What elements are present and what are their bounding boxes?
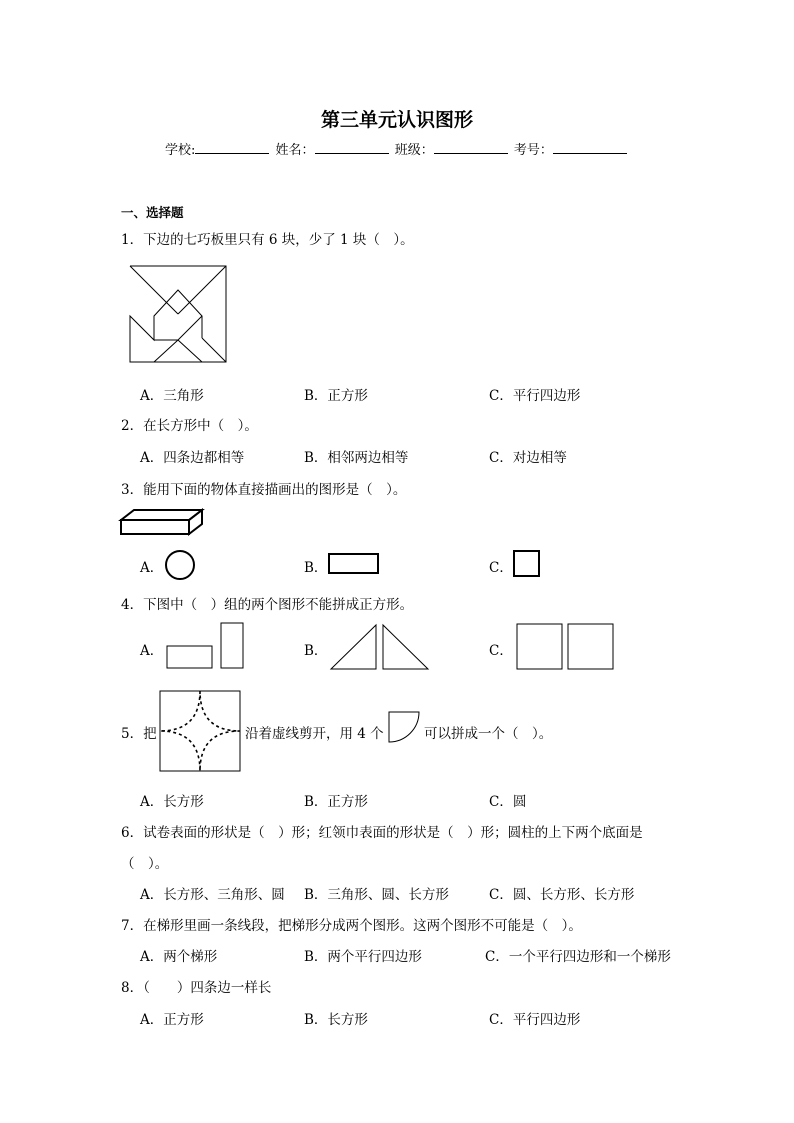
q5-option-a[interactable]: A．长方形 (140, 794, 204, 810)
square-with-dashed-star-figure (159, 690, 243, 774)
q7-option-c[interactable]: C．一个平行四边形和一个梯形 (485, 949, 671, 965)
question-2-stem: 2．在长方形中（ ）。 (121, 418, 258, 434)
q3-option-c[interactable]: C． (489, 560, 513, 576)
question-7-stem: 7．在梯形里画一条线段，把梯形分成两个图形。这两个图形不可能是（ ）。 (121, 918, 582, 934)
q4-option-c[interactable]: C． (489, 643, 513, 659)
q2-option-a[interactable]: A．四条边都相等 (140, 450, 245, 466)
page-title: 第三单元认识图形 (320, 109, 473, 131)
question-5-stem-middle: 沿着虚线剪开，用 4 个 (245, 726, 384, 742)
q5-option-b[interactable]: B．正方形 (304, 794, 368, 810)
q2-option-c[interactable]: C．对边相等 (489, 450, 567, 466)
q1-option-a[interactable]: A．三角形 (140, 388, 204, 404)
q1-option-c[interactable]: C．平行四边形 (489, 388, 581, 404)
question-5-stem-prefix: 5．把 (121, 726, 157, 742)
number-label: 考号： (513, 143, 553, 158)
question-4-stem: 4．下图中（ ）组的两个图形不能拼成正方形。 (121, 597, 414, 613)
question-8-stem: 8．（ ）四条边一样长 (121, 980, 272, 996)
q7-option-a[interactable]: A．两个梯形 (140, 949, 218, 965)
quarter-circle-piece-figure (388, 711, 422, 745)
question-6-stem-line1: 6．试卷表面的形状是（ ）形；红领巾表面的形状是（ ）形；圆柱的上下两个底面是 (121, 825, 643, 841)
question-6-stem-line2: （ ）。 (121, 856, 169, 872)
question-3-stem: 3．能用下面的物体直接描画出的图形是（ ）。 (121, 482, 407, 498)
q4-option-b[interactable]: B． (304, 643, 328, 659)
tangram-figure (130, 266, 228, 364)
q5-option-c[interactable]: C．圆 (489, 794, 527, 810)
rectangle-option-shape (328, 553, 380, 575)
q4-triangles-figure (330, 624, 430, 670)
q6-option-c[interactable]: C．圆、长方形、长方形 (489, 887, 635, 903)
q4-option-a[interactable]: A． (140, 643, 164, 659)
question-1-stem: 1．下边的七巧板里只有 6 块，少了 1 块（ ）。 (121, 232, 414, 248)
section-title: 一、选择题 (121, 205, 184, 220)
name-label: 姓名： (275, 143, 315, 158)
name-blank[interactable] (315, 141, 389, 154)
q8-option-b[interactable]: B．长方形 (304, 1012, 368, 1028)
q7-option-b[interactable]: B．两个平行四边形 (304, 949, 422, 965)
q4-squares-figure (516, 623, 616, 671)
q3-option-b[interactable]: B． (304, 560, 328, 576)
school-label: 学校: (165, 143, 196, 158)
circle-option-shape (164, 549, 196, 581)
cuboid-figure (120, 508, 204, 536)
q1-option-b[interactable]: B．正方形 (304, 388, 368, 404)
q2-option-b[interactable]: B．相邻两边相等 (304, 450, 409, 466)
question-5-stem-suffix: 可以拼成一个（ ）。 (424, 726, 553, 742)
class-blank[interactable] (434, 141, 508, 154)
square-option-shape (513, 550, 541, 578)
q6-option-b[interactable]: B．三角形、圆、长方形 (304, 887, 449, 903)
q3-option-a[interactable]: A． (140, 560, 164, 576)
number-blank[interactable] (553, 141, 627, 154)
q8-option-c[interactable]: C．平行四边形 (489, 1012, 581, 1028)
student-info-line (165, 139, 629, 158)
q4-rectangles-figure (166, 622, 246, 670)
school-blank[interactable] (195, 141, 269, 154)
class-label: 班级： (394, 143, 434, 158)
q8-option-a[interactable]: A．正方形 (140, 1012, 204, 1028)
q6-option-a[interactable]: A．长方形、三角形、圆 (140, 887, 285, 903)
